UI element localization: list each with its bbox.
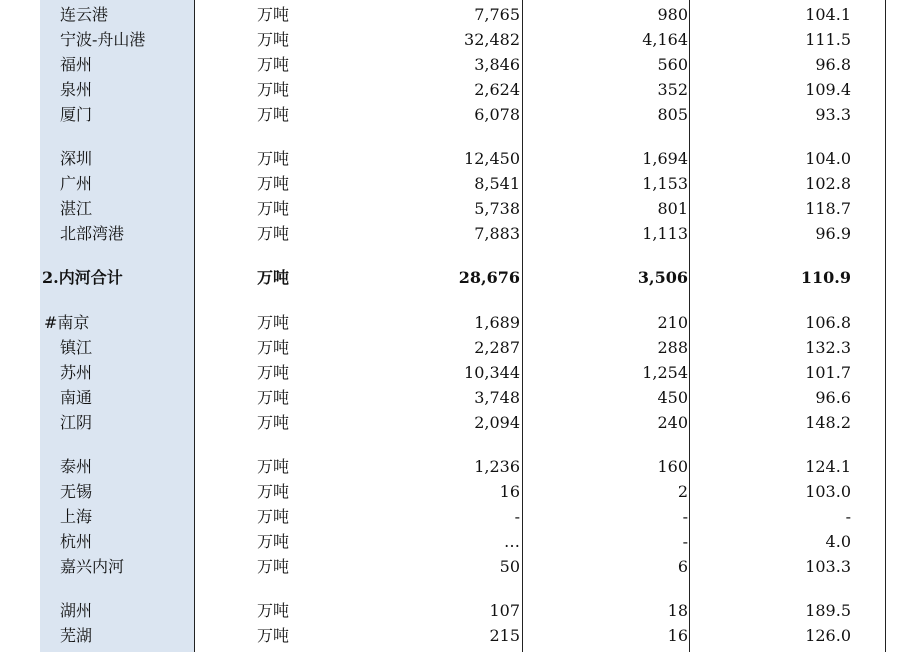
value-cell: 560 <box>657 55 688 74</box>
table-row <box>0 335 900 360</box>
unit-cell: 万吨 <box>257 338 290 357</box>
value-cell: … <box>504 532 520 551</box>
table-row <box>0 504 900 529</box>
unit-cell: 万吨 <box>257 30 290 49</box>
value-cell: 104.0 <box>805 149 851 168</box>
port-name: 泰州 <box>60 457 93 476</box>
value-cell: 3,846 <box>474 55 520 74</box>
value-cell: 288 <box>657 338 688 357</box>
port-name: 连云港 <box>60 5 109 24</box>
unit-cell: 万吨 <box>257 5 290 24</box>
value-cell: 8,541 <box>474 174 520 193</box>
value-cell: 1,254 <box>642 363 688 382</box>
unit-cell: 万吨 <box>257 626 290 645</box>
value-cell: 450 <box>657 388 688 407</box>
table-row <box>0 2 900 27</box>
value-cell: 18 <box>667 601 688 620</box>
subtotal-row <box>0 265 900 290</box>
port-name: 厦门 <box>60 105 93 124</box>
value-cell: 93.3 <box>815 105 851 124</box>
unit-cell: 万吨 <box>257 313 290 332</box>
value-cell: 126.0 <box>805 626 851 645</box>
port-name: 上海 <box>60 507 93 526</box>
value-cell: 110.9 <box>800 268 851 287</box>
value-cell: 160 <box>657 457 688 476</box>
value-cell: 16 <box>499 482 520 501</box>
value-cell: 980 <box>657 5 688 24</box>
value-cell: 4,164 <box>642 30 688 49</box>
value-cell: 104.1 <box>805 5 851 24</box>
table-row <box>0 554 900 579</box>
port-name: 深圳 <box>60 149 93 168</box>
value-cell: 2,094 <box>474 413 520 432</box>
table-row <box>0 598 900 623</box>
value-cell: 352 <box>657 80 688 99</box>
value-cell: - <box>514 507 520 526</box>
value-cell: 109.4 <box>805 80 851 99</box>
value-cell: - <box>682 507 688 526</box>
value-cell: 805 <box>657 105 688 124</box>
port-name: 广州 <box>60 174 93 193</box>
value-cell: 111.5 <box>805 30 851 49</box>
value-cell: 1,153 <box>642 174 688 193</box>
unit-cell: 万吨 <box>257 174 290 193</box>
value-cell: 132.3 <box>805 338 851 357</box>
value-cell: 189.5 <box>805 601 851 620</box>
table-row <box>0 623 900 648</box>
value-cell: 4.0 <box>825 532 851 551</box>
unit-cell: 万吨 <box>257 457 290 476</box>
port-name: 宁波-舟山港 <box>60 30 146 49</box>
port-name: 杭州 <box>60 532 93 551</box>
value-cell: 118.7 <box>805 199 851 218</box>
value-cell: 1,236 <box>474 457 520 476</box>
table-row <box>0 77 900 102</box>
table-row <box>0 221 900 246</box>
value-cell: 2,287 <box>474 338 520 357</box>
port-name: 镇江 <box>60 338 93 357</box>
port-name: 北部湾港 <box>60 224 125 243</box>
unit-cell: 万吨 <box>257 482 290 501</box>
value-cell: 96.9 <box>815 224 851 243</box>
value-cell: 6,078 <box>474 105 520 124</box>
table-row <box>0 102 900 127</box>
value-cell: - <box>682 532 688 551</box>
value-cell: 1,113 <box>642 224 688 243</box>
value-cell: 801 <box>657 199 688 218</box>
value-cell: 6 <box>677 557 688 576</box>
value-cell: 7,765 <box>474 5 520 24</box>
value-cell: 28,676 <box>458 268 520 287</box>
unit-cell: 万吨 <box>257 507 290 526</box>
value-cell: 96.8 <box>815 55 851 74</box>
value-cell: 103.3 <box>805 557 851 576</box>
table-row <box>0 310 900 335</box>
value-cell: 210 <box>657 313 688 332</box>
unit-cell: 万吨 <box>257 601 290 620</box>
value-cell: 32,482 <box>464 30 520 49</box>
port-name: 江阴 <box>60 413 93 432</box>
unit-cell: 万吨 <box>257 268 290 287</box>
value-cell: 5,738 <box>474 199 520 218</box>
unit-cell: 万吨 <box>257 413 290 432</box>
table-row <box>0 385 900 410</box>
value-cell: 215 <box>489 626 520 645</box>
port-name: 南通 <box>60 388 93 407</box>
value-cell: 148.2 <box>805 413 851 432</box>
table-row <box>0 27 900 52</box>
port-name: 湛江 <box>60 199 93 218</box>
value-cell: 1,694 <box>642 149 688 168</box>
table-row <box>0 479 900 504</box>
table-row <box>0 146 900 171</box>
unit-cell: 万吨 <box>257 149 290 168</box>
port-name: 泉州 <box>60 80 93 99</box>
value-cell: 16 <box>667 626 688 645</box>
port-name: 湖州 <box>60 601 93 620</box>
port-name: 嘉兴内河 <box>60 557 125 576</box>
value-cell: 2 <box>677 482 688 501</box>
value-cell: - <box>845 507 851 526</box>
value-cell: 124.1 <box>805 457 851 476</box>
table-row <box>0 196 900 221</box>
table-row <box>0 52 900 77</box>
port-name: 福州 <box>60 55 93 74</box>
unit-cell: 万吨 <box>257 224 290 243</box>
value-cell: 3,748 <box>474 388 520 407</box>
value-cell: 12,450 <box>464 149 520 168</box>
port-name: 无锡 <box>60 482 93 501</box>
unit-cell: 万吨 <box>257 105 290 124</box>
value-cell: 1,689 <box>474 313 520 332</box>
value-cell: 106.8 <box>805 313 851 332</box>
table-row <box>0 454 900 479</box>
table-row <box>0 360 900 385</box>
unit-cell: 万吨 <box>257 55 290 74</box>
value-cell: 103.0 <box>805 482 851 501</box>
value-cell: 102.8 <box>805 174 851 193</box>
value-cell: 10,344 <box>464 363 520 382</box>
value-cell: 2,624 <box>474 80 520 99</box>
unit-cell: 万吨 <box>257 557 290 576</box>
unit-cell: 万吨 <box>257 80 290 99</box>
value-cell: 7,883 <box>474 224 520 243</box>
value-cell: 240 <box>657 413 688 432</box>
unit-cell: 万吨 <box>257 388 290 407</box>
unit-cell: 万吨 <box>257 363 290 382</box>
value-cell: 3,506 <box>637 268 688 287</box>
value-cell: 50 <box>499 557 520 576</box>
port-name: 苏州 <box>60 363 93 382</box>
port-name: 芜湖 <box>60 626 93 645</box>
port-name: #南京 <box>44 313 90 332</box>
table-row <box>0 410 900 435</box>
value-cell: 101.7 <box>805 363 851 382</box>
subtotal-label: 2.内河合计 <box>42 268 123 287</box>
value-cell: 96.6 <box>815 388 851 407</box>
unit-cell: 万吨 <box>257 532 290 551</box>
table-row <box>0 529 900 554</box>
value-cell: 107 <box>489 601 520 620</box>
table-row <box>0 171 900 196</box>
unit-cell: 万吨 <box>257 199 290 218</box>
